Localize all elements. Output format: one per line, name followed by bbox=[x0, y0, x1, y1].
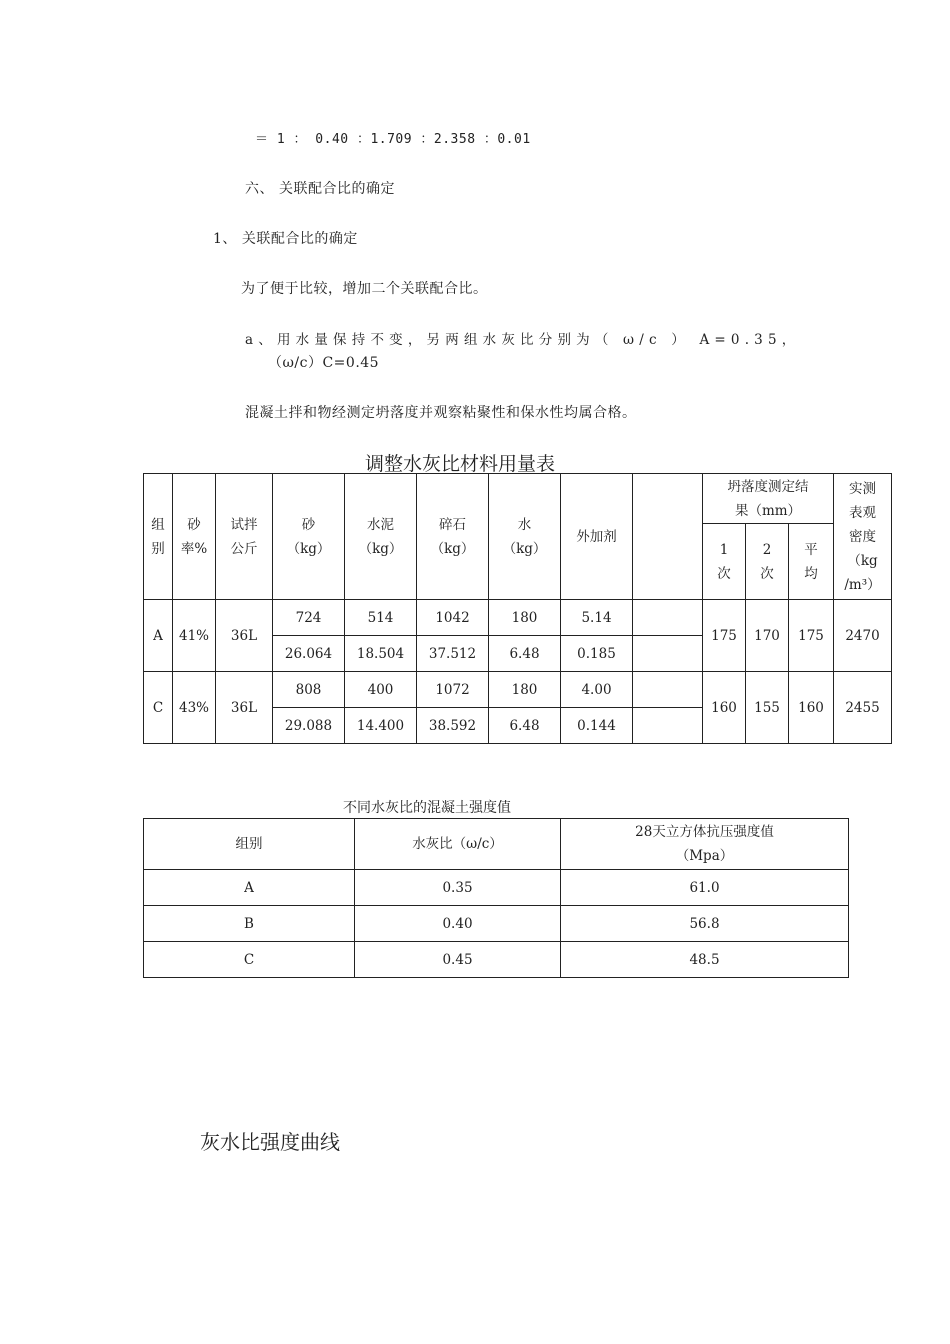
header-slump-avg: 平 均 bbox=[789, 524, 834, 600]
header-slump-group: 坍落度测定结 果（mm） bbox=[703, 474, 834, 524]
cell-wc: 0.35 bbox=[355, 870, 561, 906]
mix-note: 混凝土拌和物经测定坍落度并观察粘聚性和保水性均属合格。 bbox=[245, 405, 637, 421]
cell-gravel: 1042 bbox=[417, 600, 489, 636]
cell-group: C bbox=[144, 942, 355, 978]
cell-slump-2: 155 bbox=[746, 672, 789, 744]
header-sand-ratio: 砂 率% bbox=[173, 474, 216, 600]
cell-density: 2455 bbox=[834, 672, 892, 744]
cell-group: A bbox=[144, 870, 355, 906]
cell-sand: 724 bbox=[273, 600, 345, 636]
cell-blank bbox=[633, 636, 703, 672]
header-slump-2: 2 次 bbox=[746, 524, 789, 600]
cell-group: C bbox=[144, 672, 173, 744]
intro-paragraph: 为了便于比较，增加二个关联配合比。 bbox=[241, 281, 488, 297]
cell-strength: 48.5 bbox=[561, 942, 849, 978]
table-row bbox=[144, 906, 849, 942]
cell-cement: 18.504 bbox=[345, 636, 417, 672]
table2-title: 不同水灰比的混凝土强度值 bbox=[343, 800, 511, 816]
cell-cement: 514 bbox=[345, 600, 417, 636]
section-heading: 六、 关联配合比的确定 bbox=[245, 181, 395, 197]
strength-table bbox=[143, 818, 849, 978]
header-cement: 水泥 （kg） bbox=[345, 474, 417, 600]
cell-sand-ratio: 41% bbox=[173, 600, 216, 672]
cell-group: B bbox=[144, 906, 355, 942]
item-a-line2: （ω/c）C=0.45 bbox=[268, 355, 380, 371]
cell-water: 180 bbox=[489, 600, 561, 636]
table-row bbox=[144, 942, 849, 978]
cell-wc: 0.40 bbox=[355, 906, 561, 942]
header-sand: 砂 （kg） bbox=[273, 474, 345, 600]
cell-blank bbox=[633, 672, 703, 708]
header-water: 水 （kg） bbox=[489, 474, 561, 600]
cell-blank bbox=[633, 708, 703, 744]
cell-density: 2470 bbox=[834, 600, 892, 672]
cell-cement: 400 bbox=[345, 672, 417, 708]
cell-trial-mix: 36L bbox=[216, 672, 273, 744]
table-row bbox=[144, 672, 892, 708]
cell-admixture: 4.00 bbox=[561, 672, 633, 708]
cell-gravel: 38.592 bbox=[417, 708, 489, 744]
cell-wc: 0.45 bbox=[355, 942, 561, 978]
header-admixture: 外加剂 bbox=[561, 474, 633, 600]
header-trial-mix: 试拌 公斤 bbox=[216, 474, 273, 600]
cell-slump-avg: 175 bbox=[789, 600, 834, 672]
cell-gravel: 1072 bbox=[417, 672, 489, 708]
cell-water: 180 bbox=[489, 672, 561, 708]
cell-slump-avg: 160 bbox=[789, 672, 834, 744]
curve-heading: 灰水比强度曲线 bbox=[200, 1130, 340, 1154]
cell-sand: 808 bbox=[273, 672, 345, 708]
table-row bbox=[144, 870, 849, 906]
cell-cement: 14.400 bbox=[345, 708, 417, 744]
header-wc: 水灰比（ω/c） bbox=[355, 819, 561, 870]
cell-strength: 56.8 bbox=[561, 906, 849, 942]
item-a-line1: a、用水量保持不变，另两组水灰比分别为（ ω/c ） A=0.35， bbox=[245, 332, 801, 348]
header-density: 实测 表观 密度 （kg /m³） bbox=[834, 474, 892, 600]
cell-slump-1: 175 bbox=[703, 600, 746, 672]
cell-blank bbox=[633, 600, 703, 636]
cell-water: 6.48 bbox=[489, 636, 561, 672]
cell-admixture: 0.144 bbox=[561, 708, 633, 744]
header-blank bbox=[633, 474, 703, 600]
table1-title: 调整水灰比材料用量表 bbox=[365, 453, 556, 475]
cell-sand-ratio: 43% bbox=[173, 672, 216, 744]
header-slump-1: 1 次 bbox=[703, 524, 746, 600]
cell-water: 6.48 bbox=[489, 708, 561, 744]
header-group: 组 别 bbox=[144, 474, 173, 600]
ratio-line: ＝ 1 ： 0.40 ：1.709 ：2.358 ：0.01 bbox=[255, 132, 531, 147]
cell-strength: 61.0 bbox=[561, 870, 849, 906]
header-gravel: 碎石 （kg） bbox=[417, 474, 489, 600]
cell-slump-2: 170 bbox=[746, 600, 789, 672]
cell-trial-mix: 36L bbox=[216, 600, 273, 672]
cell-slump-1: 160 bbox=[703, 672, 746, 744]
subsection-heading: 1、 关联配合比的确定 bbox=[213, 231, 358, 247]
header-group: 组别 bbox=[144, 819, 355, 870]
mix-table bbox=[143, 473, 892, 744]
cell-sand: 26.064 bbox=[273, 636, 345, 672]
cell-admixture: 5.14 bbox=[561, 600, 633, 636]
cell-sand: 29.088 bbox=[273, 708, 345, 744]
cell-gravel: 37.512 bbox=[417, 636, 489, 672]
cell-group: A bbox=[144, 600, 173, 672]
cell-admixture: 0.185 bbox=[561, 636, 633, 672]
header-strength: 28天立方体抗压强度值 （Mpa） bbox=[561, 819, 849, 870]
table-row bbox=[144, 600, 892, 636]
